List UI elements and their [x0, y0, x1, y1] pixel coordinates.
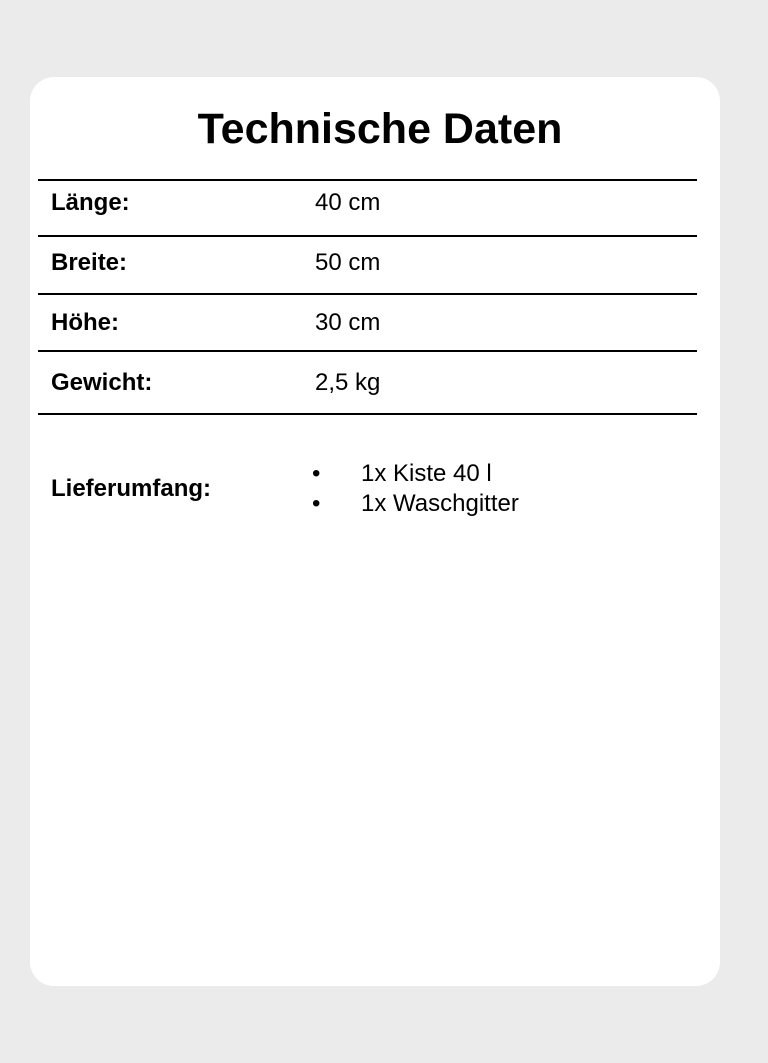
- table-divider: [38, 293, 697, 295]
- delivery-label: Lieferumfang:: [51, 475, 212, 502]
- bullet-icon: •: [312, 490, 321, 517]
- table-divider: [38, 235, 697, 237]
- spec-card: [30, 77, 720, 986]
- bullet-icon: •: [312, 460, 321, 487]
- spec-label-width: Breite:: [51, 249, 128, 276]
- spec-value-weight: 2,5 kg: [315, 369, 381, 396]
- spec-value-height: 30 cm: [315, 309, 381, 336]
- spec-label-height: Höhe:: [51, 309, 119, 336]
- table-divider: [38, 413, 697, 415]
- spec-value-length: 40 cm: [315, 189, 381, 216]
- table-divider: [38, 350, 697, 352]
- page-title: Technische Daten: [197, 105, 563, 153]
- spec-label-weight: Gewicht:: [51, 369, 153, 396]
- spec-value-width: 50 cm: [315, 249, 381, 276]
- table-divider: [38, 179, 697, 181]
- spec-label-length: Länge:: [51, 189, 130, 216]
- delivery-item-text: 1x Waschgitter: [361, 490, 519, 517]
- delivery-item-text: 1x Kiste 40 l: [361, 460, 492, 487]
